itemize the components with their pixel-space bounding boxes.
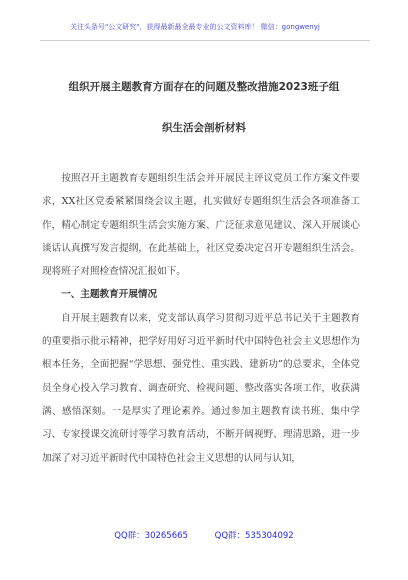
section-heading: 一、主题教育开展情况 xyxy=(61,289,158,301)
footer xyxy=(0,529,408,541)
footer-qq-group-1: QQ群：30265665 xyxy=(114,531,188,541)
footer-qq-group-2: QQ群：535304092 xyxy=(214,531,294,541)
document-title-line-2: 织生活会剖析材料 xyxy=(162,122,246,134)
header-divider xyxy=(40,40,370,41)
header-banner: 关注头条号"公文研究"，获得最新最全最专业的公文资料库！ 微信：gongwenyj xyxy=(70,23,320,31)
intro-paragraph: 按照召开主题教育专题组织生活会并开展民主评议党员工作方案文件要求，XX社区党委紧紧围绕会议主题，扎实做好专题组织生活会各项准备工作，精心制定专题组织生活会实施方案、广泛征求意见建议、深入开展谈心谈话认真撰写发言提纲，在此基础上，社区党委决定召开专题组织生活会。现将班子对照检查情况汇报如下。 xyxy=(42,173,360,278)
document-body xyxy=(42,167,360,470)
section-paragraph: 自开展主题教育以来，党支部认真学习贯彻习近平总书记关于主题教育的重要指示批示精神，把学好用好习近平新时代中国特色社会主义思想作为根本任务，全面把握“学思想、强党性、重实践、建新功”的总要求，全体党员全身心投入学习教育、调查研究、检视问题、整改落实各项工作，收获满满、感悟深刻。一是厚实了理论素养。通过参加主题教育读书班、集中学习、专家授课交流研讨等学习教育活动，不断开阔视野、理清思路，进一步加深了对习近平新时代中国特色社会主义思想的认同与认知， xyxy=(42,312,360,464)
document-title-line-1: 组织开展主题教育方面存在的问题及整改措施2023班子组 xyxy=(68,81,340,93)
